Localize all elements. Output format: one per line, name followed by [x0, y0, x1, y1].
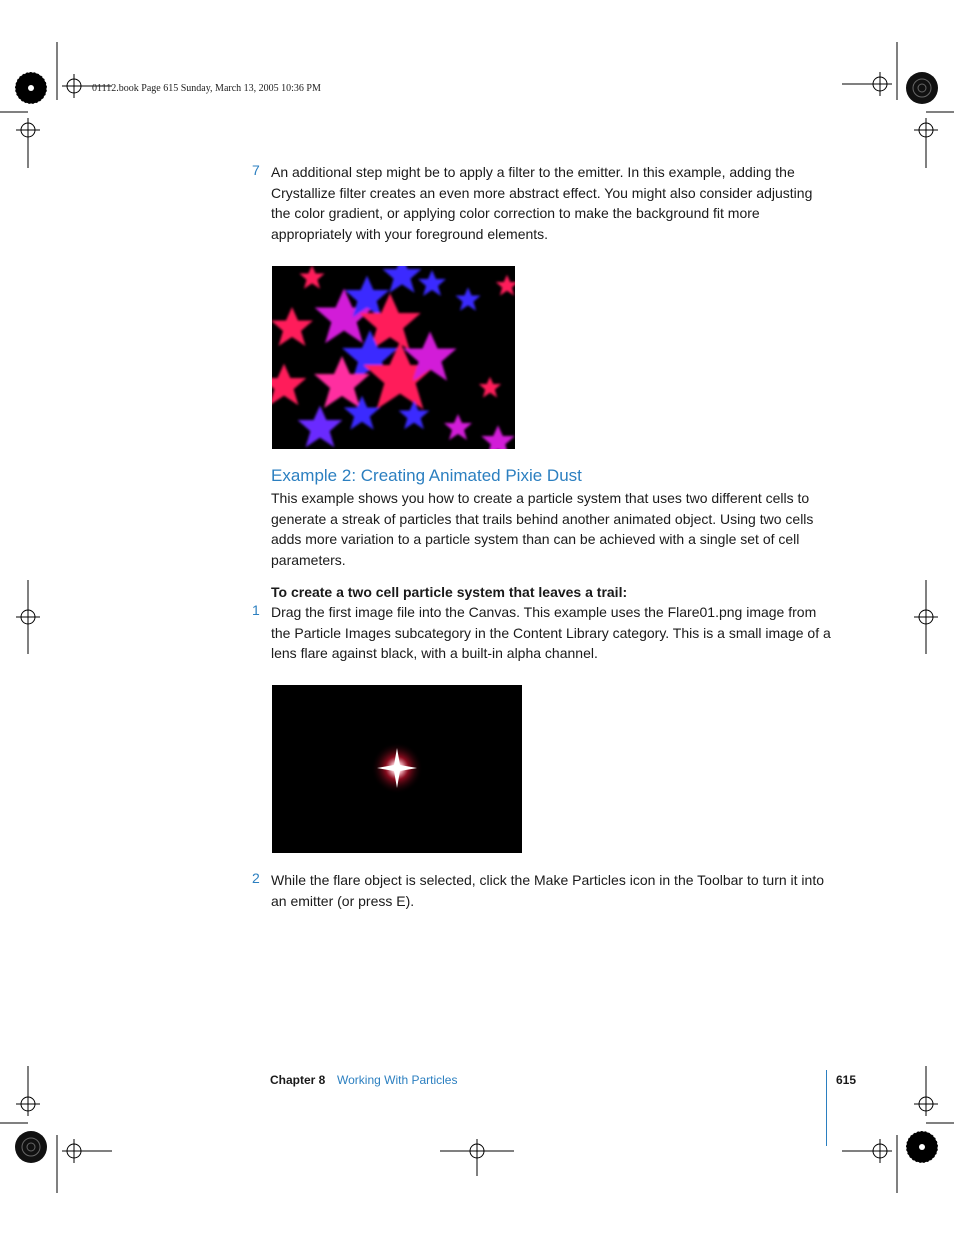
step-1-number: 1	[252, 602, 260, 618]
lens-flare-image	[272, 685, 522, 853]
lens-flare-graphic	[272, 685, 522, 853]
footer-chapter-label: Chapter 8	[270, 1073, 326, 1087]
step-2-text-after: ).	[405, 892, 415, 909]
star-particles-graphic	[272, 266, 515, 449]
section-heading: Example 2: Creating Animated Pixie Dust	[271, 466, 582, 485]
keyboard-key: E	[396, 892, 406, 909]
step-2-number: 2	[252, 870, 260, 886]
footer-divider	[826, 1070, 827, 1146]
step-7-number: 7	[252, 162, 260, 178]
task-title: To create a two cell particle system that leaves a trail:	[271, 584, 628, 600]
step-2-text-before: While the flare object is selected, click the Make Particles icon in the Toolbar to turn it into an emitter (or press	[271, 872, 825, 909]
footer-chapter-title: Working With Particles	[337, 1073, 458, 1087]
step-1-text: Drag the first image file into the Canvas. This example uses the Flare01.png image from the Particle Images subcategory in the Content Library category. This is a small image of a lens flare against black, with a built-in alpha channel.	[271, 604, 831, 661]
step-2-text	[271, 870, 831, 911]
step-7-text: An additional step might be to apply a filter to the emitter. In this example, adding the Crystallize filter creates an even more abstract effect. You might also consider adjusting the color gradient, or applying color correction to make the background fit more appropriately with your foreground elements.	[271, 164, 813, 242]
crystallize-particles-image	[272, 266, 515, 449]
section-intro: This example shows you how to create a particle system that uses two different cells to generate a streak of particles that trails behind another animated object. Using two cells adds more variation to a particle system than can be achieved with a single set of cell parameters.	[271, 490, 814, 568]
page-number: 615	[836, 1073, 857, 1087]
header-slug: 01112.book Page 615 Sunday, March 13, 2005 10:36 PM	[92, 83, 321, 94]
